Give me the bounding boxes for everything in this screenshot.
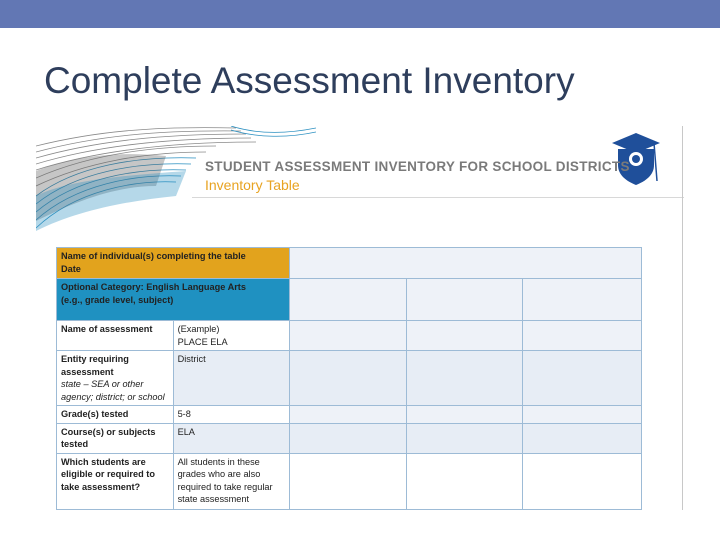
top-accent-bar: [0, 0, 720, 28]
row-label: Entity requiring assessment state – SEA or other agency; district; or school: [57, 351, 174, 406]
table-row: [57, 406, 642, 424]
table-row: [57, 423, 642, 453]
slide-title: Complete Assessment Inventory: [44, 60, 575, 101]
table-cell: [406, 321, 523, 351]
inventory-table: [56, 247, 642, 510]
table-cell: [406, 351, 523, 406]
row-label: Grade(s) tested: [57, 406, 174, 424]
completer-entry-cell: [290, 248, 642, 279]
table-cell: [290, 423, 407, 453]
table-cell: [523, 279, 642, 321]
document-subheading: Inventory Table: [205, 177, 300, 193]
document-edge-line: [682, 126, 683, 510]
table-row: [57, 279, 642, 321]
example-cell: ELA: [173, 423, 290, 453]
table-cell: [290, 453, 407, 509]
row-label: Which students are eligible or required to take assessment?: [57, 453, 174, 509]
table-cell: [290, 321, 407, 351]
table-row: [57, 321, 642, 351]
table-cell: [523, 321, 642, 351]
document-heading: STUDENT ASSESSMENT INVENTORY FOR SCHOOL DISTRICTS: [205, 159, 630, 174]
row-label: Name of assessment: [57, 321, 174, 351]
table-cell: [290, 406, 407, 424]
header-divider: [192, 197, 684, 198]
table-row: [57, 351, 642, 406]
row-label: Course(s) or subjects tested: [57, 423, 174, 453]
table-cell: [406, 279, 523, 321]
table-cell: [523, 423, 642, 453]
inventory-document-image: [36, 126, 684, 510]
completer-header-cell: Name of individual(s) completing the table Date: [57, 248, 290, 279]
example-cell: All students in these grades who are also required to take regular state assessment: [173, 453, 290, 509]
table-row: [57, 453, 642, 509]
document-header: [205, 159, 630, 193]
table-cell: [290, 351, 407, 406]
category-header-cell: Optional Category: English Language Arts (e.g., grade level, subject): [57, 279, 290, 321]
table-cell: [523, 406, 642, 424]
example-cell: 5-8: [173, 406, 290, 424]
table-cell: [523, 351, 642, 406]
table-cell: [406, 453, 523, 509]
example-cell: District: [173, 351, 290, 406]
table-cell: [406, 423, 523, 453]
table-row: [57, 248, 642, 279]
table-cell: [523, 453, 642, 509]
table-cell: [406, 406, 523, 424]
example-cell: (Example) PLACE ELA: [173, 321, 290, 351]
table-cell: [290, 279, 407, 321]
